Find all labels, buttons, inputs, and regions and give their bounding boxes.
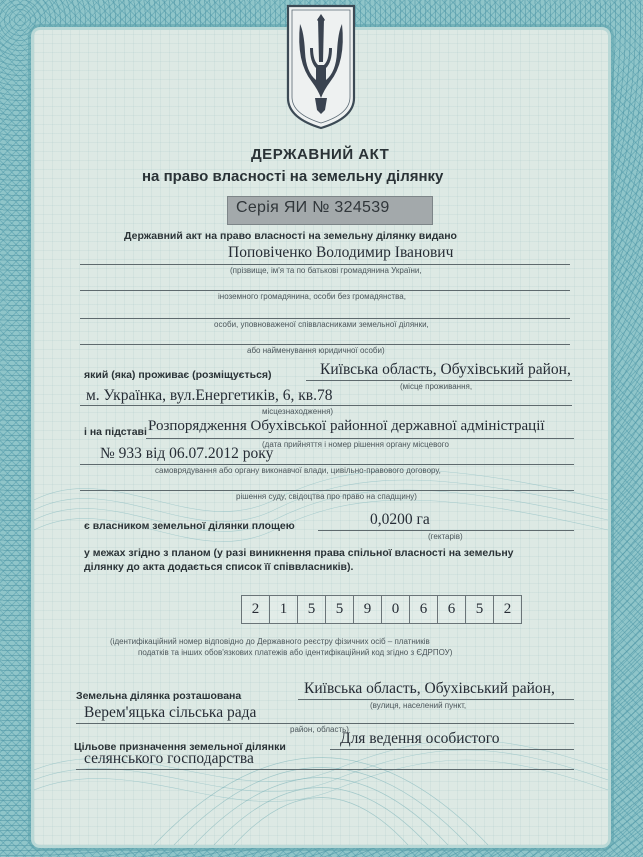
basis-value-line1: Розпорядження Обухівської районної державної адміністрації: [148, 418, 545, 434]
location-value-line1: Київська область, Обухівський район,: [304, 680, 555, 697]
tax-id-caption-line2: податків та інших обов'язкових платежів або ідентифікаційний код згідно з ЄДРПОУ): [138, 648, 453, 657]
tax-id-digit: 2: [494, 595, 522, 624]
caption-residence: (місце проживання,: [400, 382, 473, 391]
caption-settlement: (вулиця, населений пункт,: [370, 701, 467, 710]
caption-decision-date: (дата прийняття і номер рішення органу місцевого: [262, 440, 449, 449]
tax-id-boxes: [241, 595, 522, 624]
caption-cotenants: особи, уповноваженої співвласниками земельної ділянки,: [214, 320, 429, 329]
residence-line2: [80, 405, 572, 406]
caption-court: рішення суду, свідоцтва про право на спадщину): [236, 492, 417, 501]
location-line2: [76, 723, 574, 724]
tax-id-digit: 6: [438, 595, 466, 624]
owner-name: Поповіченко Володимир Іванович: [228, 244, 454, 261]
basis-line3: [80, 490, 574, 491]
basis-line1: [146, 438, 574, 439]
location-label: Земельна ділянка розташована: [76, 690, 242, 702]
residence-label: який (яка) проживає (розміщується): [84, 369, 272, 381]
basis-label: і на підставі: [84, 426, 147, 438]
tax-id-digit: 6: [410, 595, 438, 624]
caption-location: місцезнаходження): [262, 407, 334, 416]
tax-id-caption-line1: (ідентифікаційний номер відповідно до Державного реєстру фізичних осіб – платників: [110, 637, 430, 646]
caption-legal-entity: або найменування юридичної особи): [247, 346, 385, 355]
series-number: Серія ЯИ № 324539: [236, 199, 390, 216]
area-value: 0,0200 га: [370, 511, 430, 528]
tax-id-digit: 9: [354, 595, 382, 624]
trident-emblem-icon: [282, 2, 360, 130]
basis-line2: [80, 464, 574, 465]
residence-value-line2: м. Українка, вул.Енергетиків, 6, кв.78: [86, 387, 333, 404]
basis-value-line2: № 933 від 06.07.2012 року: [100, 445, 274, 462]
purpose-value-line2: селянського господарства: [84, 750, 254, 767]
caption-district: район, область): [290, 725, 349, 734]
residence-line1: [306, 380, 572, 381]
tax-id-digit: 5: [466, 595, 494, 624]
tax-id-digit: 1: [270, 595, 298, 624]
legal-entity-line: [80, 344, 570, 345]
plan-text-line2: ділянку до акта додається список її співвласників).: [84, 561, 354, 573]
tax-id-digit: 0: [382, 595, 410, 624]
owner-name-line: [80, 264, 570, 265]
residence-value-line1: Київська область, Обухівський район,: [320, 361, 571, 378]
tax-id-digit: 5: [326, 595, 354, 624]
location-line1: [298, 699, 574, 700]
cotenants-line: [80, 318, 570, 319]
area-label: є власником земельної ділянки площею: [84, 520, 295, 532]
purpose-line2: [76, 769, 574, 770]
caption-foreigner: іноземного громадянина, особи без громадянства,: [218, 292, 406, 301]
tax-id-digit: 2: [241, 595, 270, 624]
area-line: [318, 530, 574, 531]
plan-text-line1: у межах згідно з планом (у разі виникнення права спільної власності на земельну: [84, 547, 514, 559]
caption-authority: самоврядування або органу виконавчої влади, цивільно-правового договору,: [155, 466, 441, 475]
purpose-line1: [330, 749, 574, 750]
caption-hectares: (гектарів): [428, 532, 463, 541]
caption-person: (прізвище, ім'я та по батькові громадянина України,: [230, 266, 422, 275]
purpose-label: Цільове призначення земельної ділянки: [74, 741, 286, 753]
issued-to-label: Державний акт на право власності на земельну ділянку видано: [124, 230, 457, 242]
foreigner-line: [80, 290, 570, 291]
purpose-value-line1: Для ведення особистого: [340, 730, 500, 747]
document-subtitle: на право власності на земельну ділянку: [142, 168, 444, 185]
location-value-line2: Верем'яцька сільська рада: [84, 704, 257, 721]
tax-id-digit: 5: [298, 595, 326, 624]
document-title: ДЕРЖАВНИЙ АКТ: [251, 146, 390, 163]
